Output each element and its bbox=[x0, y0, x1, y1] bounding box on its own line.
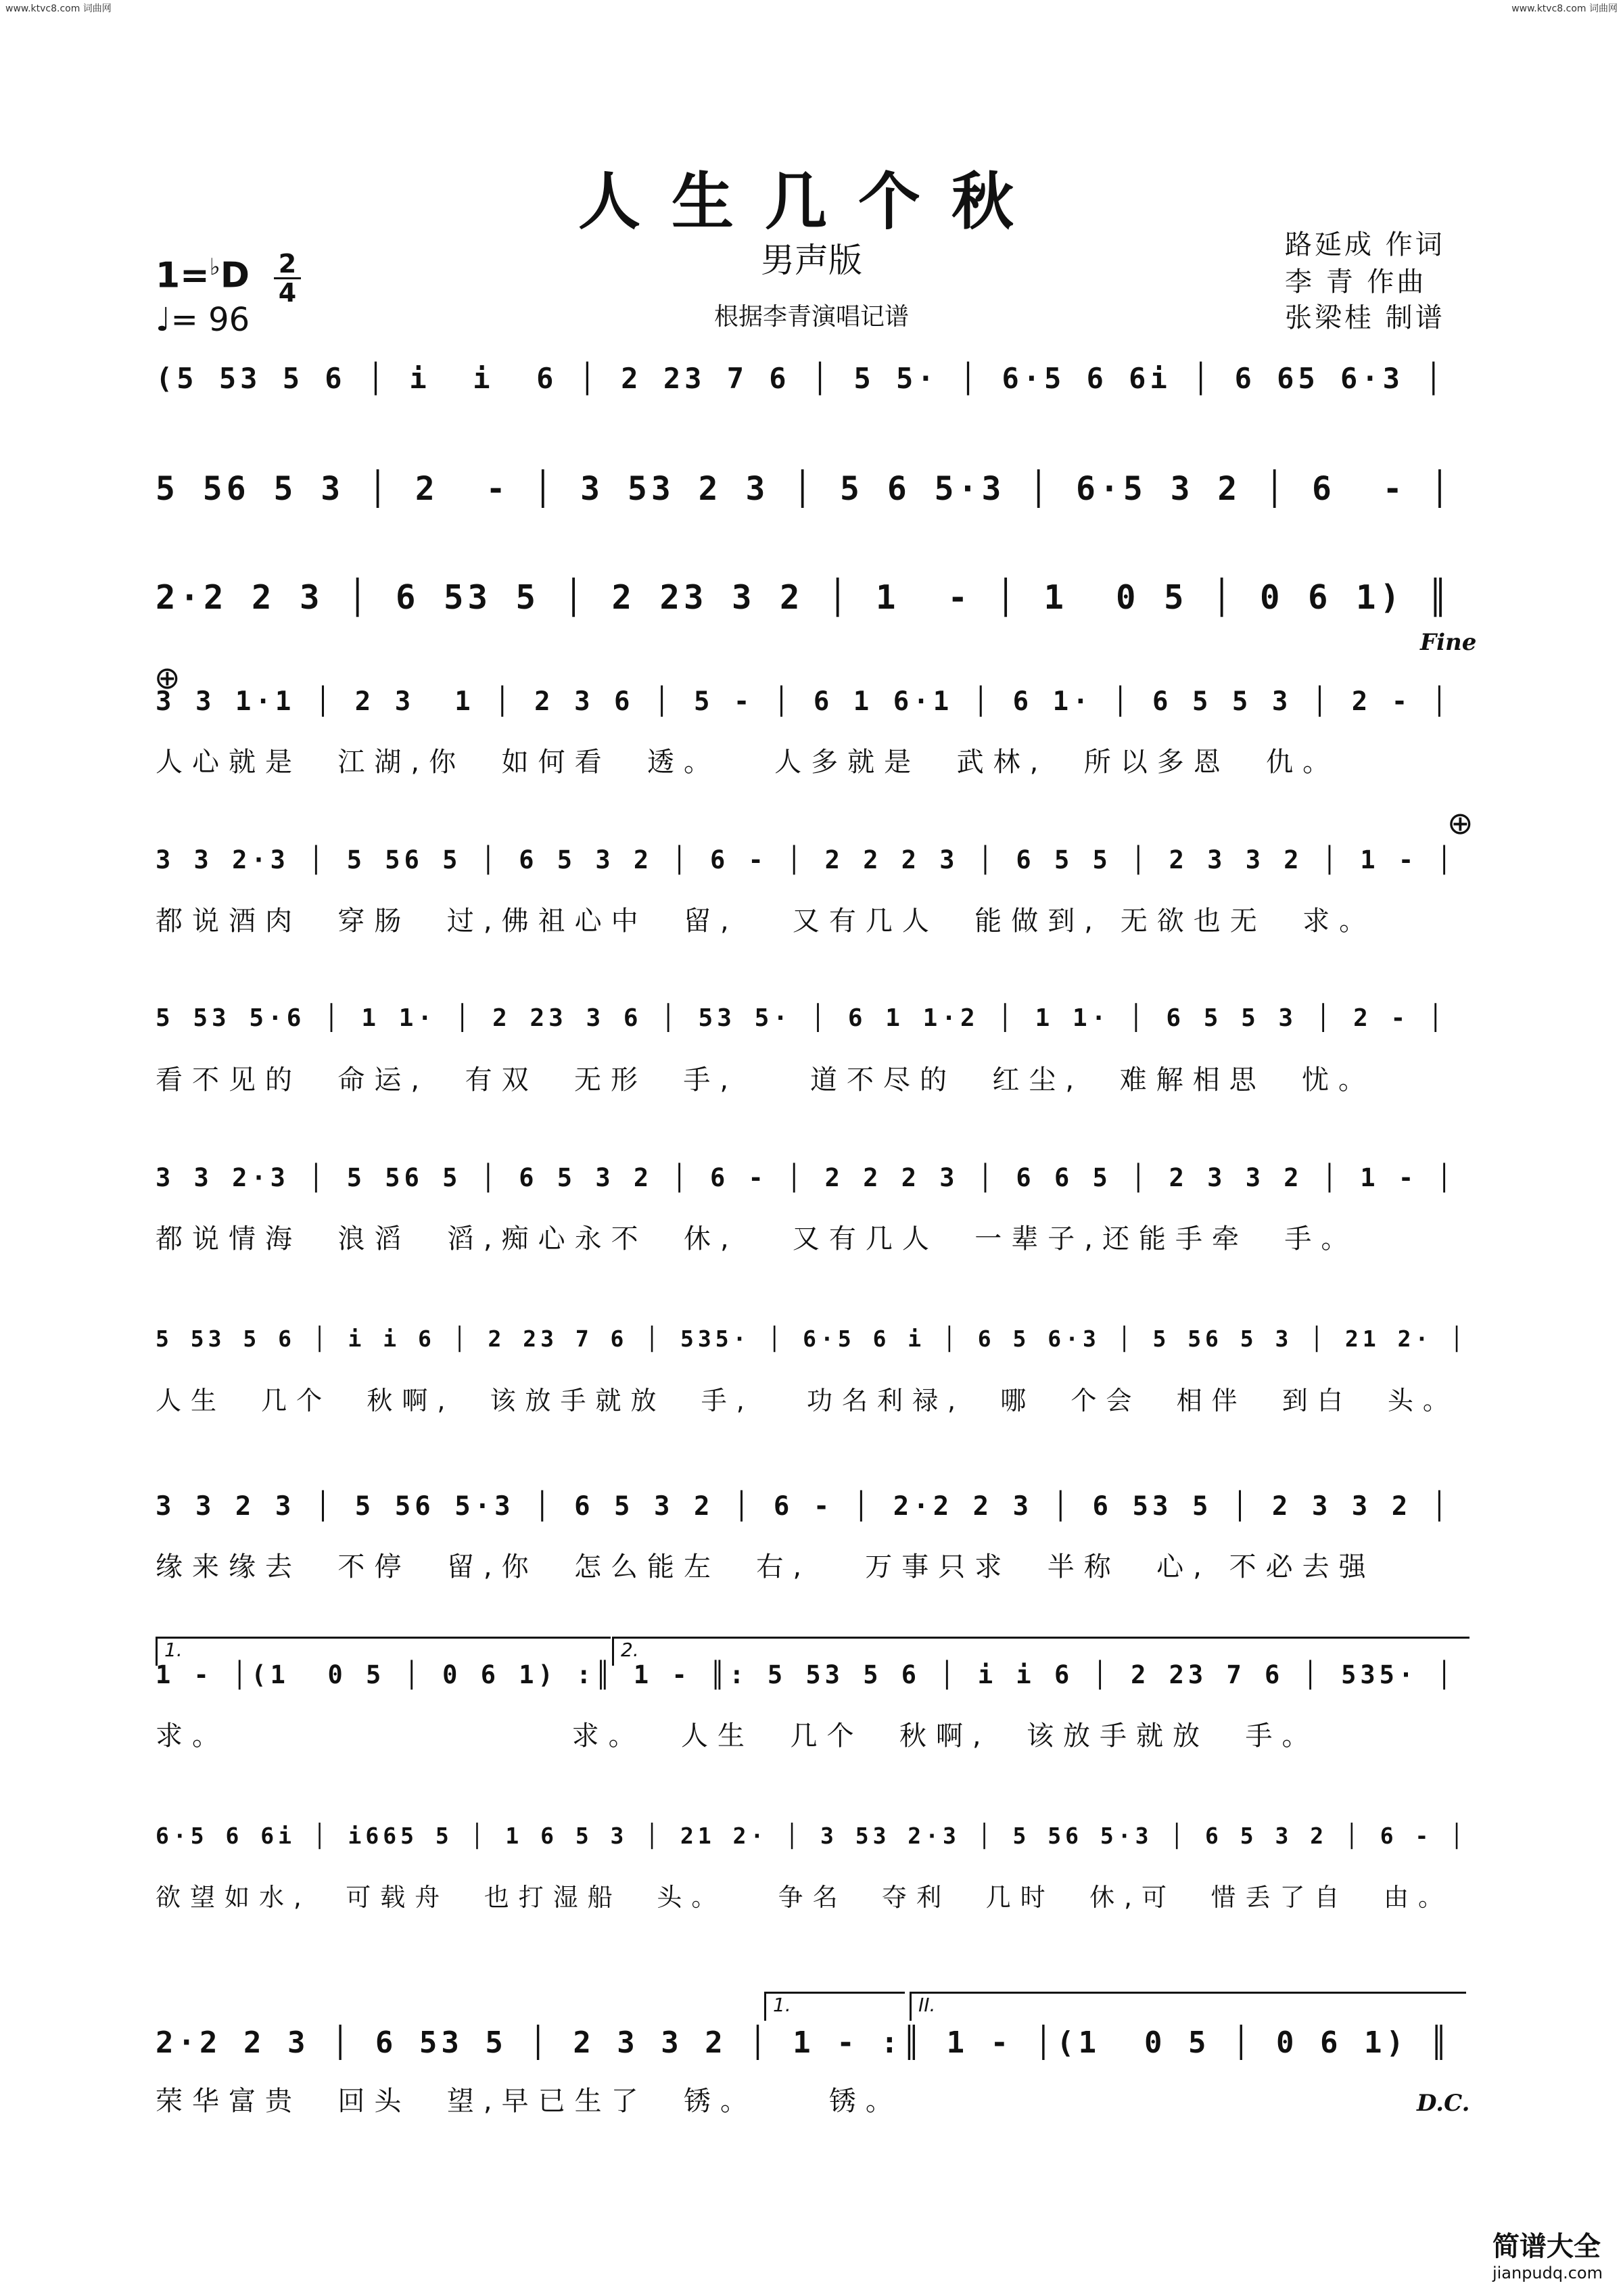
second-ending: 2. bbox=[612, 1637, 1469, 1666]
lyrics-line: 欲望如水, 可载舟 也打湿船 头。 争名 夺利 几时 休,可 惜丢了自 由。 bbox=[156, 1883, 1453, 1912]
notation-line: 5 53 5 6 │ i i 6 │ 2 23 7 6 │ 535· │ 6·5 6 i │ 6 5 6·3 │ 5 56 5 3 │ 21 2· │ bbox=[156, 1326, 1468, 1352]
credit-arranger: 张梁桂 制谱 bbox=[1285, 302, 1445, 333]
notation-line: 2·2 2 3 │ 6 53 5 │ 2 23 3 2 │ 1 - │ 1 0 5 │ 0 6 1) ║ bbox=[156, 578, 1453, 617]
lyrics-line: 都说情海 浪滔 滔,痴心永不 休, 又有几人 一辈子,还能手牵 手。 bbox=[156, 1223, 1358, 1255]
notation-line: 2·2 2 3 │ 6 53 5 │ 2 3 3 2 │ 1 - :║ 1 - │(1 0 5 │ 0 6 1) ║ bbox=[156, 2025, 1452, 2060]
lyrics-line: 求。 求。 人生 几个 秋啊, 该放手就放 手。 bbox=[156, 1720, 1319, 1752]
tempo-marking: ♩= 96 bbox=[156, 301, 250, 339]
first-ending: 1. bbox=[156, 1637, 611, 1666]
notation-line: 3 3 2 3 │ 5 56 5·3 │ 6 5 3 2 │ 6 - │ 2·2 2 3 │ 6 53 5 │ 2 3 3 2 │ bbox=[156, 1491, 1452, 1522]
notation-line: 1 - │(1 0 5 │ 0 6 1) :║ 1 - ║: 5 53 5 6 │ i i 6 │ 2 23 7 6 │ 535· │ bbox=[156, 1660, 1456, 1689]
notation-line: 3 3 2·3 │ 5 56 5 │ 6 5 3 2 │ 6 - │ 2 2 2 3 │ 6 6 5 │ 2 3 3 2 │ 1 - │ bbox=[156, 1163, 1456, 1192]
dc-label: D.C. bbox=[1417, 2090, 1470, 2117]
segno-icon: ⊕ bbox=[154, 659, 181, 696]
notation-line: 3 3 1·1 │ 2 3 1 │ 2 3 6 │ 5 - │ 6 1 6·1 │ 6 1· │ 6 5 5 3 │ 2 - │ bbox=[156, 686, 1452, 717]
notation-line: 5 56 5 3 │ 2 - │ 3 53 2 3 │ 5 6 5·3 │ 6·5 3 2 │ 6 - │ bbox=[156, 470, 1454, 508]
flat-sign: ♭ bbox=[209, 254, 220, 281]
notation-line: 5 53 5·6 │ 1 1· │ 2 23 3 6 │ 53 5· │ 6 1 1·2 │ 1 1· │ 6 5 5 3 │ 2 - │ bbox=[156, 1004, 1447, 1032]
lyrics-line: 缘来缘去 不停 留,你 怎么能左 右, 万事只求 半称 心, 不必去强 bbox=[156, 1551, 1375, 1583]
notation-line: 6·5 6 6i │ i665 5 │ 1 6 5 3 │ 21 2· │ 3 53 2·3 │ 5 56 5·3 │ 6 5 3 2 │ 6 - │ bbox=[156, 1823, 1468, 1849]
logo-url: jianpudq.com bbox=[1492, 2264, 1603, 2282]
song-subtitle: 男声版 bbox=[761, 241, 862, 280]
notation-line: 3 3 2·3 │ 5 56 5 │ 6 5 3 2 │ 6 - │ 2 2 2 3 │ 6 5 5 │ 2 3 3 2 │ 1 - │ bbox=[156, 845, 1456, 874]
alt-ending-2: II. bbox=[910, 1992, 1466, 2021]
fine-label: Fine bbox=[1420, 629, 1477, 656]
lyrics-line: 看不见的 命运, 有双 无形 手, 道不尽的 红尘, 难解相思 忧。 bbox=[156, 1064, 1375, 1096]
time-signature bbox=[274, 250, 301, 306]
key-note: D bbox=[220, 255, 250, 296]
key-signature bbox=[156, 254, 250, 296]
time-top: 2 bbox=[278, 249, 297, 279]
notation-line: (5 53 5 6 │ i i 6 │ 2 23 7 6 │ 5 5· │ 6·5 6 6i │ 6 65 6·3 │ bbox=[156, 362, 1446, 395]
credit-composer: 李 青 作曲 bbox=[1285, 266, 1427, 298]
time-bottom: 4 bbox=[278, 278, 297, 308]
site-watermark-left: www.ktvc8.com 词曲网 bbox=[5, 3, 112, 14]
lyrics-line: 人生 几个 秋啊, 该放手就放 手, 功名利禄, 哪 个会 相伴 到白 头。 bbox=[156, 1386, 1458, 1415]
alt-ending-1: 1. bbox=[764, 1992, 905, 2021]
key-prefix: 1= bbox=[156, 255, 210, 296]
lyrics-line: 人心就是 江湖,你 如何看 透。 人多就是 武林, 所以多恩 仇。 bbox=[156, 747, 1340, 778]
lyrics-line: 都说酒肉 穿肠 过,佛祖心中 留, 又有几人 能做到, 无欲也无 求。 bbox=[156, 906, 1376, 937]
coda-icon: ⊕ bbox=[1447, 805, 1474, 841]
site-logo bbox=[1492, 2225, 1603, 2282]
credit-lyricist: 路延成 作词 bbox=[1285, 229, 1445, 260]
lyrics-line: 荣华富贵 回头 望,早已生了 锈。 锈。 bbox=[156, 2086, 902, 2117]
site-watermark-right: www.ktvc8.com 词曲网 bbox=[1511, 3, 1618, 14]
song-title: 人生几个秋 bbox=[578, 165, 1045, 238]
transcription-note: 根据李青演唱记谱 bbox=[713, 303, 909, 331]
logo-name: 简谱大全 bbox=[1492, 2231, 1601, 2262]
